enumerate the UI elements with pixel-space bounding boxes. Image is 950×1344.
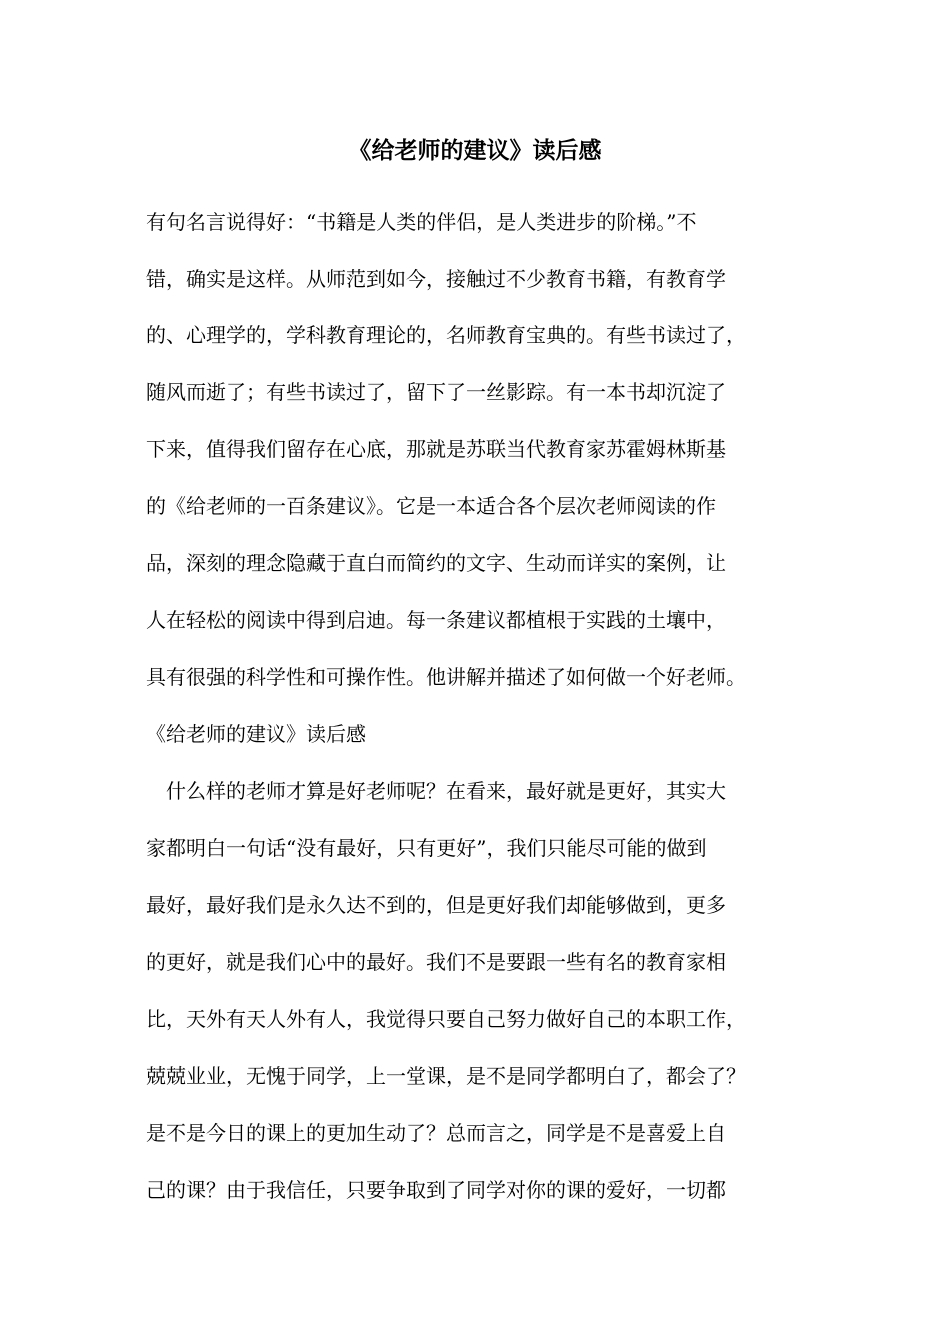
paragraph-line-15: 比，天外有天人外有人，我觉得只要自己努力做好自己的本职工作，: [146, 1007, 746, 1031]
subheading-line: 《给老师的建议》读后感: [146, 722, 366, 746]
paragraph-line-13: 最好，最好我们是永久达不到的，但是更好我们却能够做到，更多: [146, 893, 726, 917]
paragraph-line-17: 是不是今日的课上的更加生动了？总而言之，同学是不是喜爱上自: [146, 1121, 726, 1145]
paragraph-line-5: 下来，值得我们留存在心底，那就是苏联当代教育家苏霍姆林斯基: [146, 437, 726, 461]
document-title: 《给老师的建议》读后感: [348, 137, 602, 164]
paragraph-line-9: 具有很强的科学性和可操作性。他讲解并描述了如何做一个好老师。: [146, 665, 746, 689]
paragraph-line-3: 的、心理学的，学科教育理论的，名师教育宝典的。有些书读过了，: [146, 323, 746, 347]
paragraph-line-2: 错，确实是这样。从师范到如今，接触过不少教育书籍，有教育学: [146, 267, 726, 291]
paragraph-line-16: 兢兢业业，无愧于同学，上一堂课，是不是同学都明白了，都会了？: [146, 1064, 746, 1088]
paragraph-line-18: 己的课？由于我信任，只要争取到了同学对你的课的爱好，一切都: [146, 1178, 726, 1202]
paragraph-line-12: 家都明白一句话“没有最好，只有更好”，我们只能尽可能的做到: [146, 836, 707, 860]
paragraph-line-6: 的《给老师的一百条建议》。它是一本适合各个层次老师阅读的作: [146, 494, 716, 518]
paragraph-line-11: 什么样的老师才算是好老师呢？在看来，最好就是更好，其实大: [146, 779, 726, 803]
paragraph-line-8: 人在轻松的阅读中得到启迪。每一条建议都植根于实践的土壤中，: [146, 608, 726, 632]
paragraph-line-14: 的更好，就是我们心中的最好。我们不是要跟一些有名的教育家相: [146, 950, 726, 974]
paragraph-line-4: 随风而逝了；有些书读过了，留下了一丝影踪。有一本书却沉淀了: [146, 380, 726, 404]
paragraph-line-1: 有句名言说得好：“书籍是人类的伴侣，是人类进步的阶梯。”不: [146, 210, 697, 234]
paragraph-line-7: 品，深刻的理念隐藏于直白而简约的文字、生动而详实的案例，让: [146, 551, 726, 575]
